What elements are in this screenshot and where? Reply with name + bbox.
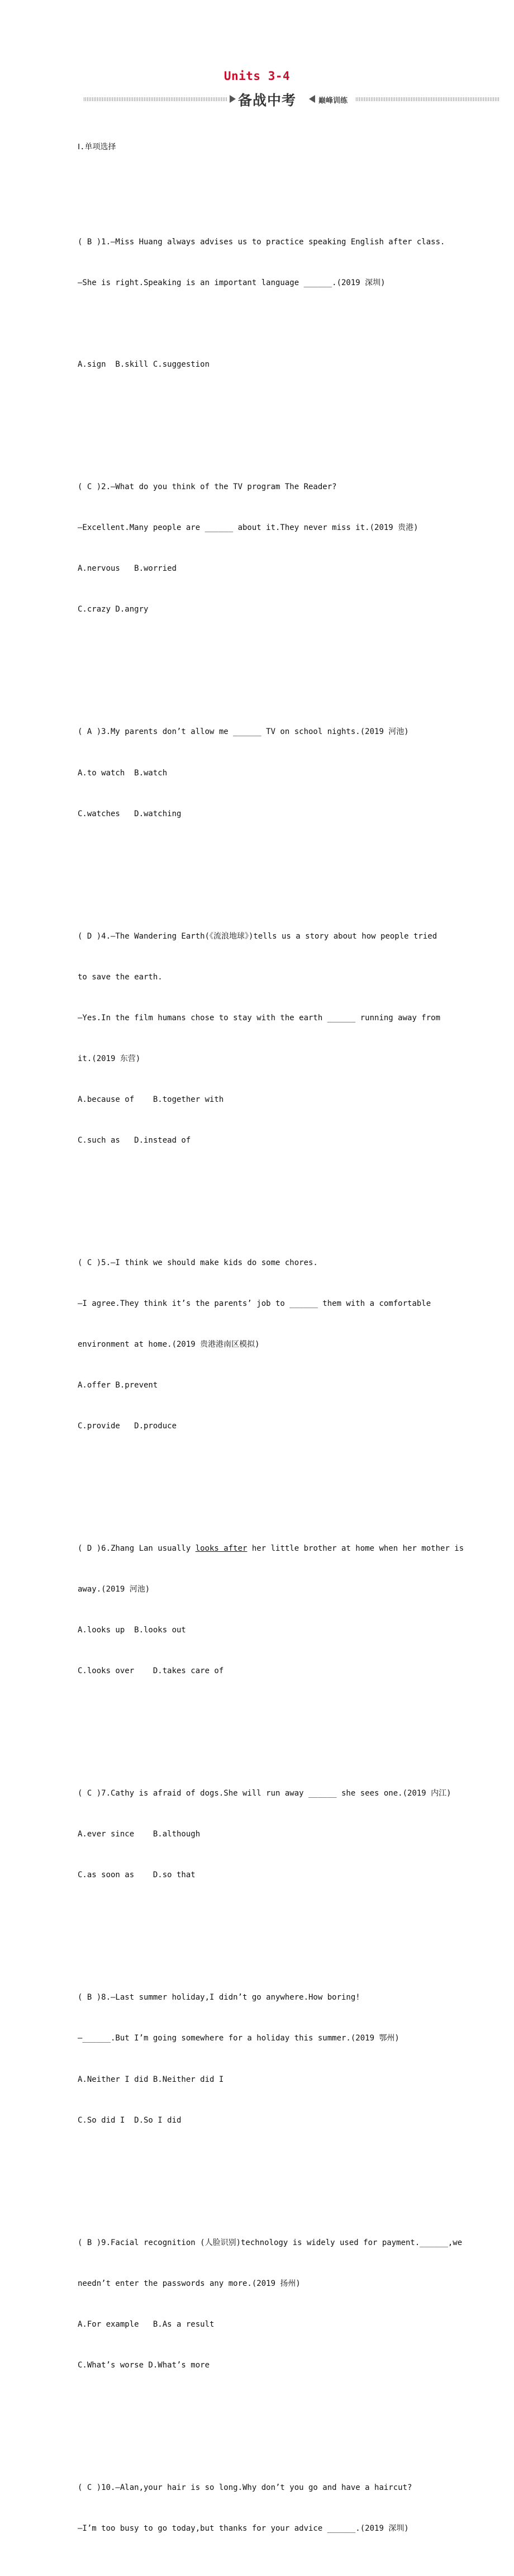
options-line: C.such as D.instead of xyxy=(78,1135,191,1145)
arrow-right-icon xyxy=(230,95,236,103)
question-line: —I’m too busy to go today,but thanks for your advice ______.(2019 深圳) xyxy=(78,2523,409,2533)
question-text: ( D )6.Zhang Lan usually xyxy=(78,1544,196,1554)
options-line: A.because of B.together with xyxy=(78,1095,224,1104)
question-line: ( D )4.—The Wandering Earth(《流浪地球》)tells us a story about how people tried xyxy=(78,931,437,941)
options-line: C.What’s worse D.What’s more xyxy=(78,2360,210,2370)
question-line: —Excellent.Many people are ______ about it.They never miss it.(2019 贵港) xyxy=(78,523,418,533)
question-line: ( C )2.—What do you think of the TV program The Reader? xyxy=(78,482,337,492)
arrow-left-icon xyxy=(309,95,315,103)
question-line: ( A )3.My parents don’t allow me ______ TV on school nights.(2019 河池) xyxy=(78,727,409,737)
question-line xyxy=(78,1542,464,1555)
question-line: ( C )7.Cathy is afraid of dogs.She will run away ______ she sees one.(2019 内江) xyxy=(78,1789,451,1798)
question-line: ( B )9.Facial recognition (人脸识别)technology is widely used for payment.______,we xyxy=(78,2238,463,2247)
question-line: needn’t enter the passwords any more.(2019 扬州) xyxy=(78,2279,301,2288)
question-2 xyxy=(78,453,458,644)
options-line: A.sign B.skill C.suggestion xyxy=(78,360,210,370)
question-10 xyxy=(78,2454,458,2563)
question-line: environment at home.(2019 贵港港南区模拟) xyxy=(78,1339,260,1349)
options-line: A.ever since B.although xyxy=(78,1830,201,1839)
question-line: —______.But I’m going somewhere for a holiday this summer.(2019 鄂州) xyxy=(78,2034,399,2043)
question-6 xyxy=(78,1514,464,1705)
question-line: away.(2019 河池) xyxy=(78,1585,150,1594)
question-line: it.(2019 东营) xyxy=(78,1054,141,1063)
banner-stripe-left xyxy=(84,97,228,101)
question-line: to save the earth. xyxy=(78,972,163,982)
options-line: C.provide D.produce xyxy=(78,1422,177,1431)
question-5 xyxy=(78,1229,458,1460)
question-3 xyxy=(78,698,458,848)
options-line: C.crazy D.angry xyxy=(78,605,149,614)
exercise-content xyxy=(78,113,464,2576)
options-line: A.offer B.prevent xyxy=(78,1380,158,1390)
options-line: C.watches D.watching xyxy=(78,809,182,818)
question-text: her little brother at home when her mother is xyxy=(247,1544,464,1554)
options-line: A.For example B.As a result xyxy=(78,2319,215,2329)
question-9 xyxy=(78,2209,463,2399)
options-line: A.Neither I did B.Neither did I xyxy=(78,2075,224,2084)
question-line: ( C )5.—I think we should make kids do some chores. xyxy=(78,1258,318,1267)
banner-title: 备战中考 xyxy=(238,92,297,108)
question-4 xyxy=(78,902,458,1175)
options-line: C.looks over D.takes care of xyxy=(78,1666,224,1676)
options-line: A.looks up B.looks out xyxy=(78,1626,186,1635)
question-8 xyxy=(78,1964,458,2154)
banner-stripe-right xyxy=(356,97,500,101)
question-7 xyxy=(78,1760,458,1910)
question-line: ( C )10.—Alan,your hair is so long.Why don’t you go and have a haircut? xyxy=(78,2483,412,2492)
section-banner xyxy=(84,89,500,108)
question-line: ( B )8.—Last summer holiday,I didn’t go anywhere.How boring! xyxy=(78,1993,360,2002)
page-title: Units 3-4 xyxy=(223,69,291,83)
question-line: —I agree.They think it’s the parents’ job to ______ them with a comfortable xyxy=(78,1299,431,1308)
options-line: A.to watch B.watch xyxy=(78,768,168,778)
section-heading: Ⅰ.单项选择 xyxy=(78,142,116,151)
underlined-phrase: looks after xyxy=(195,1544,248,1554)
question-1 xyxy=(78,208,458,399)
options-line: C.as soon as D.so that xyxy=(78,1871,196,1880)
question-line: ( B )1.—Miss Huang always advises us to practice speaking English after class. xyxy=(78,238,445,247)
question-line: —Yes.In the film humans chose to stay with the earth ______ running away from xyxy=(78,1013,441,1022)
banner-subtitle: 巅峰训练 xyxy=(318,97,348,105)
options-line: C.So did I D.So I did xyxy=(78,2115,182,2125)
options-line: A.nervous B.worried xyxy=(78,564,177,574)
question-line: —She is right.Speaking is an important language ______.(2019 深圳) xyxy=(78,278,386,288)
